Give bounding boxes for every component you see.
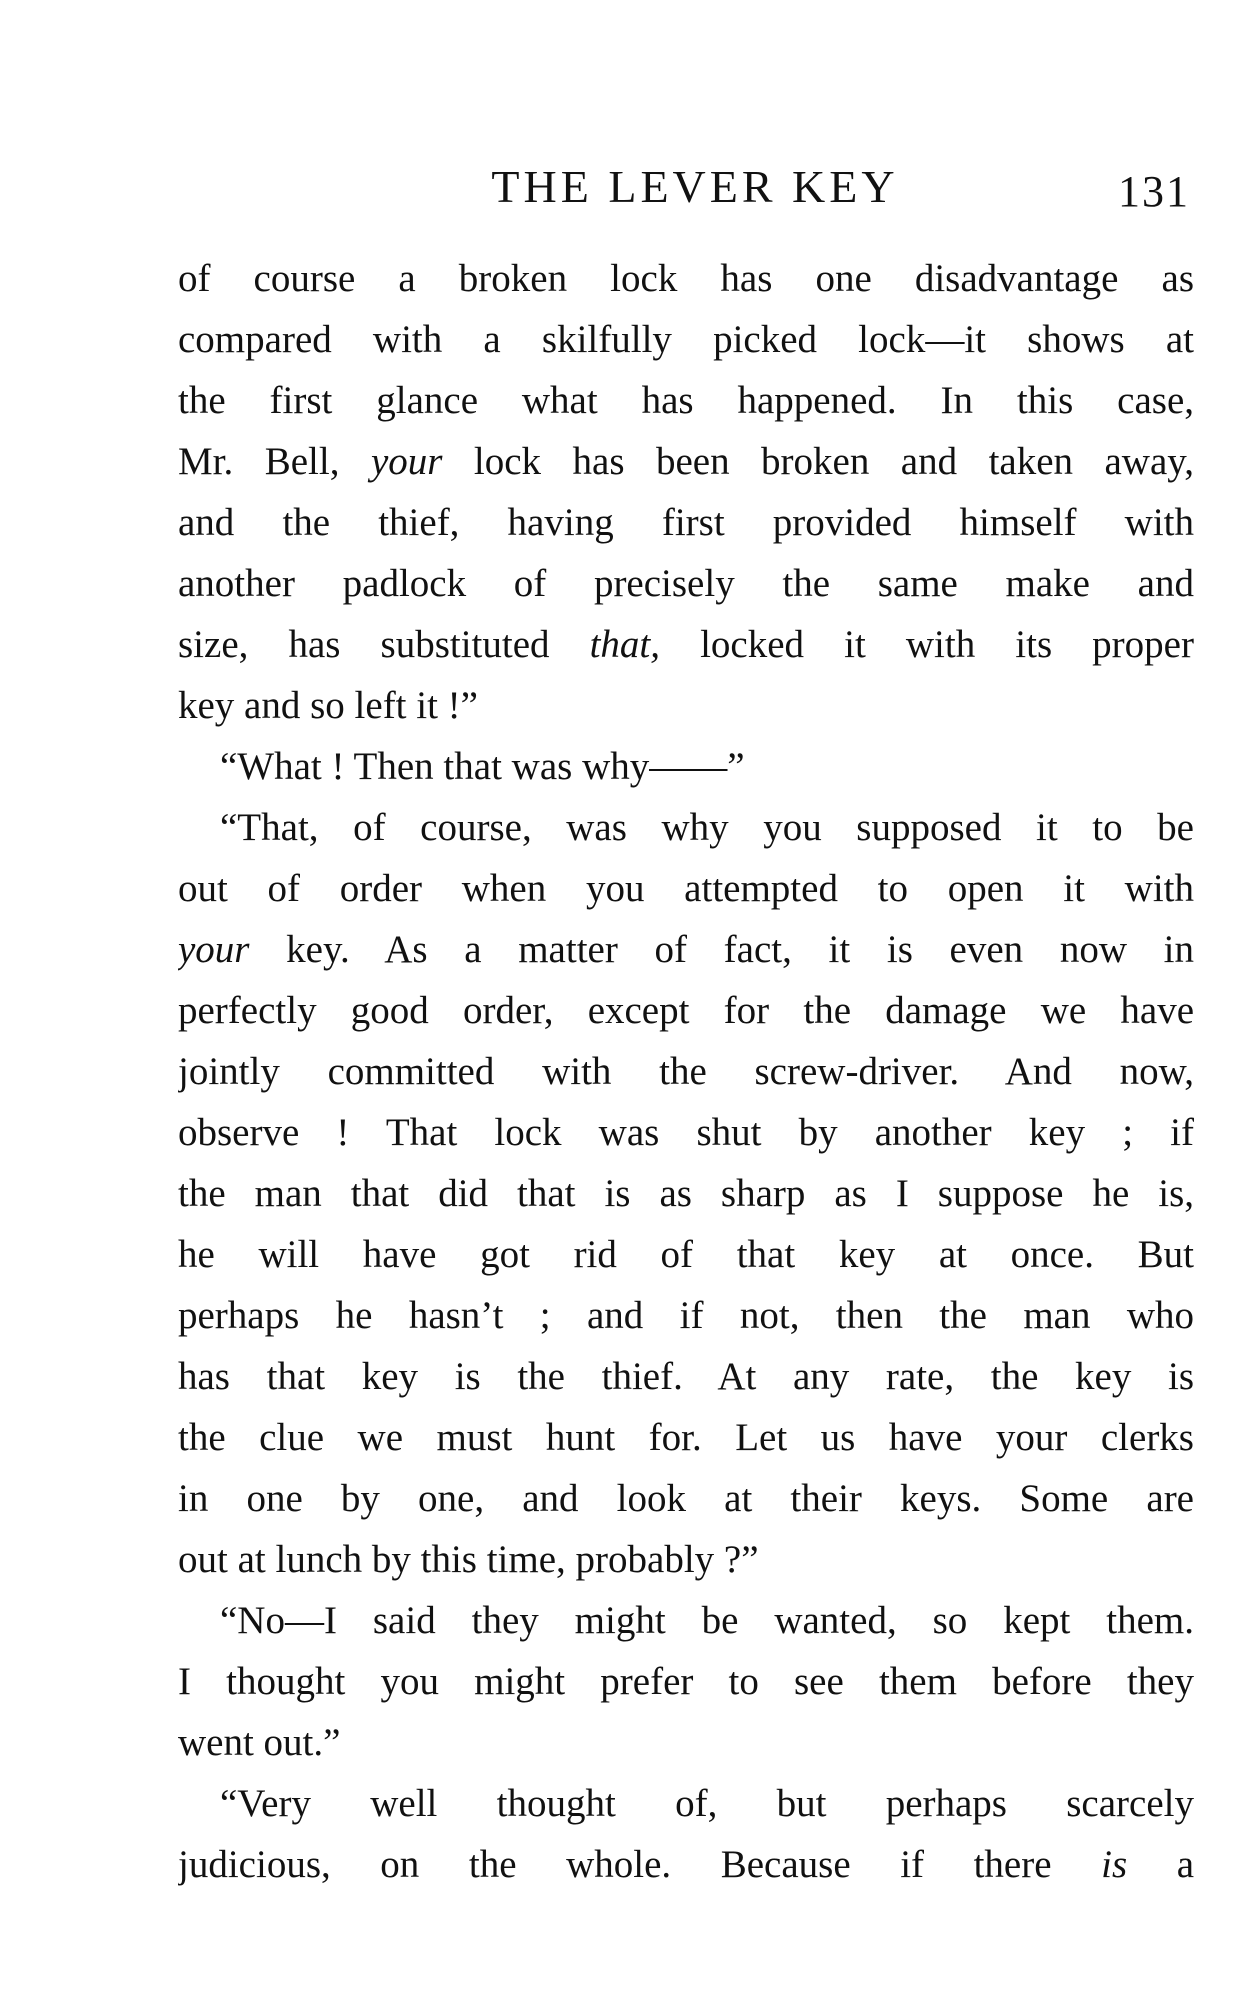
italic-emphasis: that, xyxy=(589,623,661,666)
text-line xyxy=(178,1834,1194,1895)
text-line: went out.” xyxy=(178,1721,341,1764)
text-line xyxy=(178,919,1194,980)
paragraph-first-line: “What ! Then that was why——” xyxy=(220,745,745,788)
text-line xyxy=(178,431,1194,492)
text-line: jointly committed with the screw-driver. And now, xyxy=(178,1050,1194,1093)
italic-emphasis: your xyxy=(178,928,250,971)
text-line: compared with a skilfully picked lock—it shows at xyxy=(178,318,1194,361)
text-line: in one by one, and look at their keys. Some are xyxy=(178,1477,1194,1520)
text-line: the first glance what has happened. In this case, xyxy=(178,379,1194,422)
paragraph-first-line: “Very well thought of, but perhaps scarcely xyxy=(220,1782,1194,1825)
text-line: another padlock of precisely the same make and xyxy=(178,562,1194,605)
text-segment: size, has substituted xyxy=(178,623,590,666)
page-number: 131 xyxy=(1118,167,1190,216)
text-segment: lock has been broken and taken away, xyxy=(442,440,1194,483)
text-line: perhaps he hasn’t ; and if not, then the man who xyxy=(178,1294,1194,1337)
body-text xyxy=(178,248,1194,1895)
text-line: key and so left it !” xyxy=(178,684,478,727)
text-line: observe ! That lock was shut by another key ; if xyxy=(178,1111,1194,1154)
running-head xyxy=(180,160,1210,220)
text-segment: key. As a matter of fact, it is even now in xyxy=(249,928,1194,971)
text-line: he will have got rid of that key at once. But xyxy=(178,1233,1194,1276)
text-line: the clue we must hunt for. Let us have your clerks xyxy=(178,1416,1194,1459)
text-line: I thought you might prefer to see them before they xyxy=(178,1660,1194,1703)
paragraph-first-line: “That, of course, was why you supposed it to be xyxy=(220,806,1194,849)
text-line: the man that did that is as sharp as I suppose he is, xyxy=(178,1172,1194,1215)
text-segment: Mr. Bell, xyxy=(178,440,371,483)
text-line: has that key is the thief. At any rate, the key is xyxy=(178,1355,1194,1398)
text-segment: locked it with its proper xyxy=(660,623,1194,666)
text-line xyxy=(178,614,1194,675)
running-title: THE LEVER KEY xyxy=(491,161,899,212)
italic-emphasis: your xyxy=(370,440,443,483)
paragraph-first-line: “No—I said they might be wanted, so kept them. xyxy=(220,1599,1194,1642)
text-line: perfectly good order, except for the damage we have xyxy=(178,989,1194,1032)
italic-emphasis: is xyxy=(1101,1843,1128,1886)
text-line: of course a broken lock has one disadvantage as xyxy=(178,257,1194,300)
text-segment: a xyxy=(1127,1843,1194,1886)
text-line: out at lunch by this time, probably ?” xyxy=(178,1538,759,1581)
text-line: and the thief, having first provided himself with xyxy=(178,501,1194,544)
text-segment: judicious, on the whole. Because if there xyxy=(178,1843,1102,1886)
text-line: out of order when you attempted to open it with xyxy=(178,867,1194,910)
